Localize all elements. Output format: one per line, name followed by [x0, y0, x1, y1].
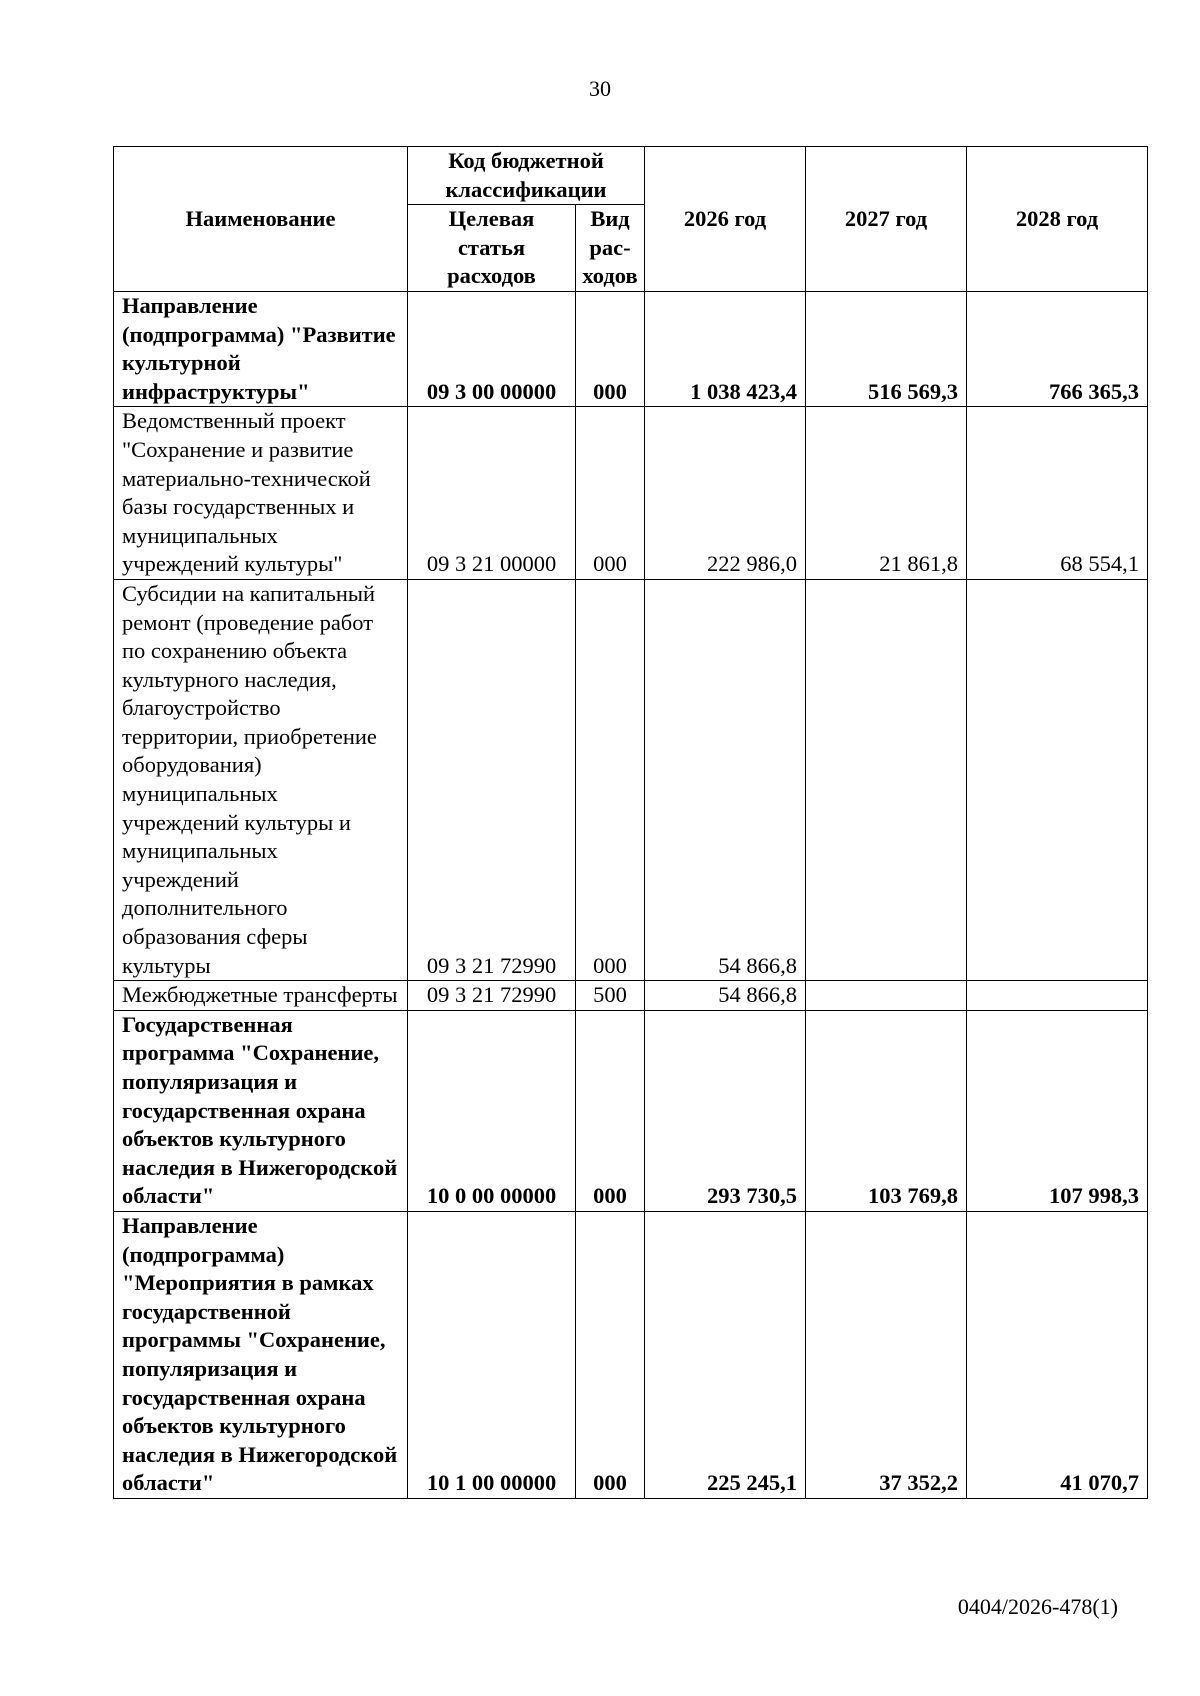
row-value-2028: 41 070,7	[967, 1211, 1148, 1498]
row-expense-kind-cell: 000	[576, 407, 645, 580]
table-row	[114, 291, 1148, 406]
row-value-2027: 103 769,8	[806, 1010, 967, 1211]
header-classification-group: Код бюджетной классификации	[408, 147, 645, 205]
row-target-code-cell: 09 3 21 00000	[408, 407, 576, 580]
row-value-2026: 54 866,8	[645, 981, 806, 1011]
table-row	[114, 1211, 1148, 1498]
row-name-cell: Ведомственный проект "Сохранение и развитие материально-технической базы государственных и муниципальных учреждений культуры"	[114, 407, 408, 580]
page-number: 30	[589, 76, 611, 101]
row-target-code-cell: 10 0 00 00000	[408, 1010, 576, 1211]
table-row	[114, 1010, 1148, 1211]
row-expense-kind-cell: 000	[576, 579, 645, 980]
row-name-cell: Направление (подпрограмма) "Мероприятия в рамках государственной программы "Сохранение, популяризация и государственная охрана объектов культурного наследия в Нижегородской области"	[114, 1211, 408, 1498]
row-target-code-cell: 09 3 21 72990	[408, 579, 576, 980]
table-row	[114, 579, 1148, 980]
row-value-2026: 222 986,0	[645, 407, 806, 580]
header-name: Наименование	[114, 147, 408, 292]
row-target-code-cell: 10 1 00 00000	[408, 1211, 576, 1498]
row-value-2028: 107 998,3	[967, 1010, 1148, 1211]
budget-table	[113, 146, 1148, 1499]
row-value-2026: 293 730,5	[645, 1010, 806, 1211]
row-target-code-cell: 09 3 00 00000	[408, 291, 576, 406]
document-code: 0404/2026-478(1)	[957, 1594, 1118, 1619]
table-header	[114, 147, 1148, 292]
row-target-code-cell: 09 3 21 72990	[408, 981, 576, 1011]
row-expense-kind-cell: 500	[576, 981, 645, 1011]
row-value-2027: 37 352,2	[806, 1211, 967, 1498]
row-expense-kind-cell: 000	[576, 291, 645, 406]
row-name-cell: Субсидии на капитальный ремонт (проведение работ по сохранению объекта культурного наследия, благоустройство территории, приобретение оборудования) муниципальных учреждений культуры и муниципальных учреждений дополнительного образования сферы культуры	[114, 579, 408, 980]
header-2026: 2026 год	[645, 147, 806, 292]
row-value-2027: 21 861,8	[806, 407, 967, 580]
row-value-2026: 1 038 423,4	[645, 291, 806, 406]
row-value-2028: 68 554,1	[967, 407, 1148, 580]
row-name-cell: Направление (подпрограмма) "Развитие культурной инфраструктуры"	[114, 291, 408, 406]
row-expense-kind-cell: 000	[576, 1211, 645, 1498]
table-body	[114, 291, 1148, 1498]
row-value-2027	[806, 579, 967, 980]
row-expense-kind-cell: 000	[576, 1010, 645, 1211]
header-2027: 2027 год	[806, 147, 967, 292]
row-value-2028	[967, 579, 1148, 980]
row-value-2028: 766 365,3	[967, 291, 1148, 406]
row-name-cell: Межбюджетные трансферты	[114, 981, 408, 1011]
header-target-article: Целевая статья расходов	[408, 205, 576, 292]
table-row	[114, 981, 1148, 1011]
row-value-2028	[967, 981, 1148, 1011]
row-value-2027: 516 569,3	[806, 291, 967, 406]
row-name-cell: Государственная программа "Сохранение, популяризация и государственная охрана объектов культурного наследия в Нижегородской области"	[114, 1010, 408, 1211]
row-value-2026: 225 245,1	[645, 1211, 806, 1498]
header-2028: 2028 год	[967, 147, 1148, 292]
row-value-2027	[806, 981, 967, 1011]
table-row	[114, 407, 1148, 580]
row-value-2026: 54 866,8	[645, 579, 806, 980]
header-expense-kind: Вид рас-ходов	[576, 205, 645, 292]
